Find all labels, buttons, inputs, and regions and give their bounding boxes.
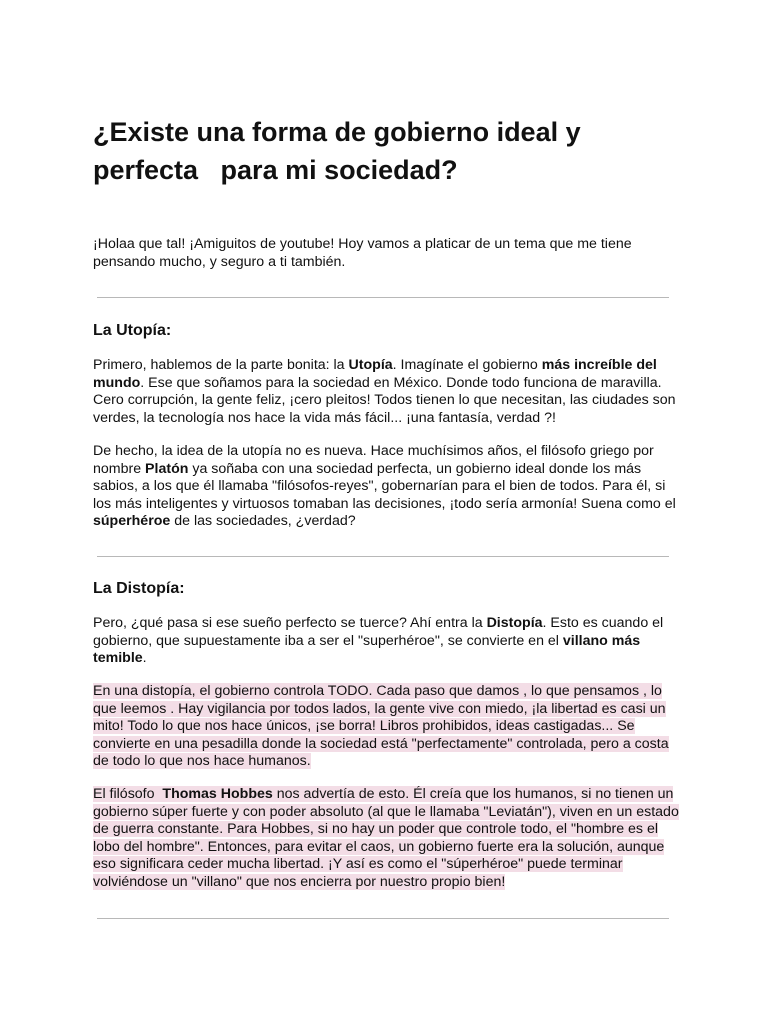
text-run: . Esto es cuando el gobierno, que supuestamente iba a ser el "superhéroe", se convierte en el	[93, 615, 664, 649]
highlighted-text	[93, 786, 679, 890]
text-run: . Ese que soñamos para la sociedad en México. Donde todo funciona de maravilla. Cero corrupción, la gente feliz, ¡cero pleitos! Todos tienen lo que necesitan, las ciudades son verdes, la tecnología nos hace la vida más fácil... ¡una fantasía, verdad ?!	[93, 374, 676, 426]
distopia-paragraph-3	[93, 786, 679, 892]
text-run: Pero, ¿qué pasa si ese sueño perfecto se tuerce? Ahí entra la	[93, 615, 487, 631]
title-line-2: perfecta para mi sociedad?	[93, 155, 458, 185]
bold-term-distopia: Distopía	[486, 615, 543, 631]
utopia-paragraph-2	[93, 443, 679, 531]
divider-2	[97, 556, 669, 557]
page-title	[93, 113, 693, 189]
text-run: El filósofo	[93, 786, 163, 802]
bold-phrase: villano más temible	[93, 632, 641, 667]
text-run: Primero, hablemos de la parte bonita: la	[93, 357, 349, 373]
text-run: nos advertía de esto. Él creía que los humanos, si no tienen un gobierno súper fuerte y con poder absoluto (al que le llamaba "Leviatán"), viven en un estado de guerra constante. Para Hobbes, si no hay un poder que controle todo, el "hombre es el lobo del hombre". Entonces, para evitar el caos, un gobierno fuerte era la solución, aunque eso significara ceder mucha libertad. ¡Y así es como el "súperhéroe" puede terminar volviéndose un "villano" que nos encierra por nuestro propio bien!	[93, 786, 679, 890]
distopia-paragraph-1	[93, 615, 679, 668]
bold-name-platon: Platón	[145, 460, 189, 477]
text-run: .	[142, 650, 147, 667]
highlighted-text: En una distopía, el gobierno controla TODO. Cada paso que damos , lo que pensamos , lo que leemos . Hay vigilancia por todos lados, la gente vive con miedo, ¡la libertad es casi un mito! Todo lo que nos hace únicos, ¡se borra! Libros prohibidos, ideas castigadas... Se convierte en una pesadilla donde la sociedad está "perfectamente" controlada, pero a costa de todo lo que nos hace humanos.	[93, 683, 669, 770]
divider-3	[97, 918, 669, 919]
distopia-paragraph-2	[93, 683, 679, 771]
title-line-1: ¿Existe una forma de gobierno ideal y	[93, 117, 581, 147]
bold-phrase: más increíble del mundo	[93, 357, 657, 391]
bold-term-superheroe: súperhéroe	[93, 513, 171, 530]
text-run: ya soñaba con una sociedad perfecta, un gobierno ideal donde los más sabios, a los que él llamaba "filósofos-reyes", gobernarían para el bien de todos. Para él, si los más inteligentes y virtuosos tomaban las decisiones, ¡todo sería armonía! Suena como el	[93, 460, 676, 512]
intro-paragraph: ¡Holaa que tal! ¡Amiguitos de youtube! Hoy vamos a platicar de un tema que me tiene pensando mucho, y seguro a ti también.	[93, 236, 632, 270]
utopia-heading: La Utopía:	[93, 322, 172, 339]
text-run: De hecho, la idea de la utopía no es nueva. Hace muchísimos años, el filósofo griego por nombre	[93, 443, 654, 477]
utopia-paragraph-1	[93, 357, 679, 427]
text-run: . Imagínate el gobierno	[392, 357, 542, 373]
bold-name-hobbes: Thomas Hobbes	[162, 786, 273, 802]
text-run: de las sociedades, ¿verdad?	[170, 513, 356, 530]
bold-term-utopia: Utopía	[348, 357, 393, 373]
divider-1	[97, 297, 669, 298]
distopia-heading: La Distopía:	[93, 580, 185, 597]
